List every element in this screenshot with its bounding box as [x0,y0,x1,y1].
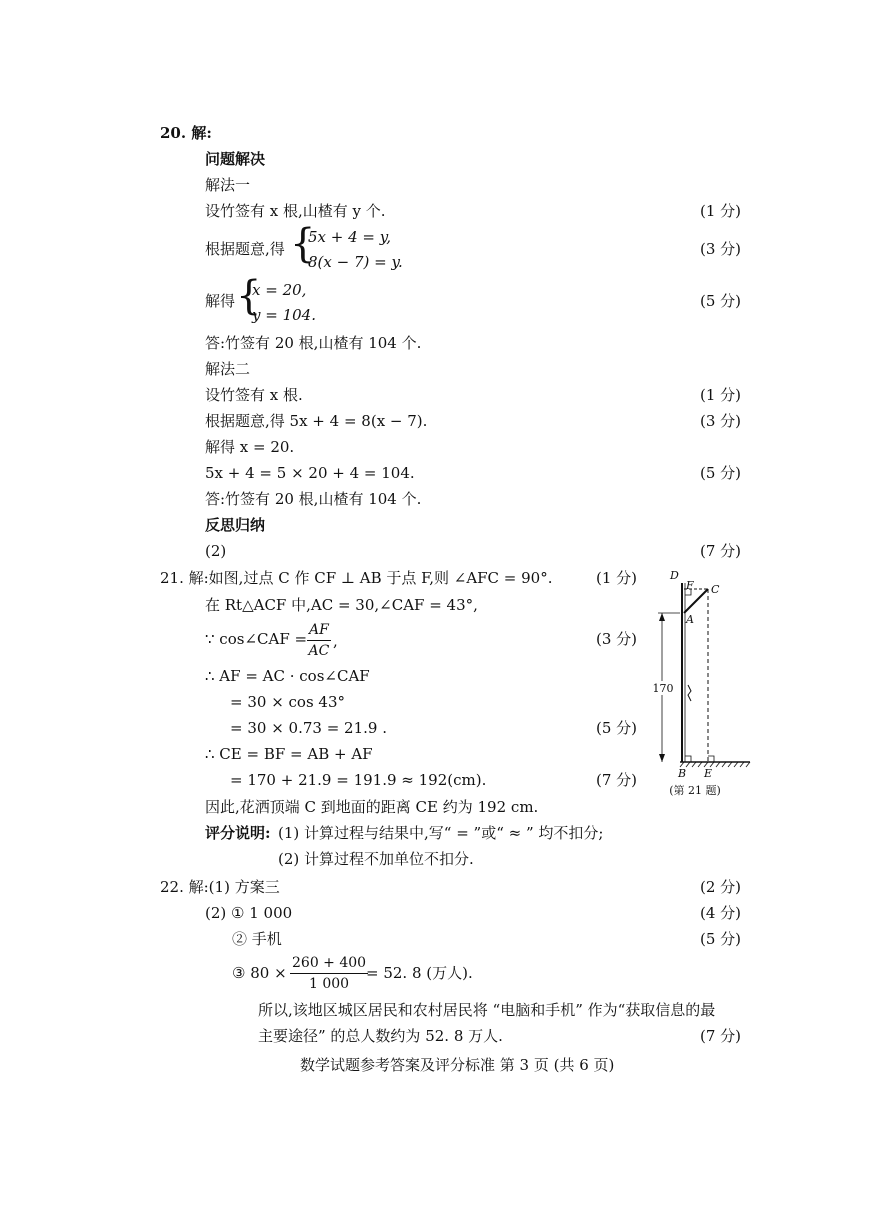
q22-line2: (2) ① 1 000 [205,904,293,922]
label-a: A [686,613,694,626]
q21-line3-points: (3 分) [596,630,638,648]
q22-line3: ② 手机 [232,930,282,948]
q20-section-problem-solving: 问题解决 [205,150,266,168]
label-f: F [686,579,694,592]
dimension-arrow-top [659,613,665,621]
q21-line8: = 170 + 21.9 = 191.9 ≈ 192(cm). [230,771,487,789]
q21-line4: ∴ AF = AC · cos∠CAF [205,667,370,685]
q20-m1-line1-points: (1 分) [700,202,742,220]
q21-line6-points: (5 分) [596,719,638,737]
q21-fraction-numerator: AF [307,622,331,641]
q20-m1-line3-prefix: 解得 [205,292,236,310]
q20-m1-eq-b: 8(x − 7) = y. [308,253,403,271]
q20-item2: (2) [205,542,227,560]
figure-caption: (第 21 题) [669,784,721,797]
q20-method2-title: 解法二 [205,360,251,378]
q22-fraction-denominator: 1 000 [308,976,350,992]
q20-m2-line1-points: (1 分) [700,386,742,404]
q22-line4-prefix: ③ 80 × [232,964,287,982]
q22-line4-suffix: = 52. 8 (万人). [366,964,473,982]
q20-m1-line1: 设竹签有 x 根,山楂有 y 个. [205,202,386,220]
q20-m1-line2-prefix: 根据题意,得 [205,240,285,258]
label-b: B [678,767,687,780]
q21-line8-points: (7 分) [596,771,638,789]
dimension-label: 170 [652,682,674,695]
q21-line7: ∴ CE = BF = AB + AF [205,745,373,763]
right-angle-b [685,756,691,762]
q20-m1-answer: 答:竹签有 20 根,山楂有 104 个. [205,334,422,352]
q20-m1-line2-points: (3 分) [700,240,742,258]
hose [688,685,691,701]
q21-line2: 在 Rt△ACF 中,AC = 30,∠CAF = 43°, [205,596,478,614]
q20-m2-answer: 答:竹签有 20 根,山楂有 104 个. [205,490,422,508]
q20-item2-points: (7 分) [700,542,742,560]
q22-line1: 22. 解:(1) 方案三 [160,878,280,896]
q21-note-label: 评分说明: [205,824,271,842]
q21-note1: (1) 计算过程与结果中,写“ = ”或“ ≈ ” 均不扣分; [278,824,604,842]
q22-line6: 主要途径” 的总人数约为 52. 8 万人. [258,1027,503,1045]
q21-line1: 21. 解:如图,过点 C 作 CF ⊥ AB 于点 F,则 ∠AFC = 90°. [160,569,553,587]
right-angle-e [708,756,714,762]
q20-m1-sol-brace: { [236,273,262,319]
q20-m2-line2-points: (3 分) [700,412,742,430]
q21-figure [650,565,760,805]
q20-m1-brace: { [290,221,316,267]
page-footer: 数学试题参考答案及评分标准 第 3 页 (共 6 页) [300,1056,615,1074]
q20-m2-line4: 5x + 4 = 5 × 20 + 4 = 104. [205,464,415,482]
q22-line5: 所以,该地区城区居民和农村居民将 “电脑和手机” 作为“获取信息的最 [258,1001,716,1019]
q21-line6: = 30 × 0.73 = 21.9 . [230,719,387,737]
arm-ac [684,589,708,613]
q21-line9: 因此,花洒顶端 C 到地面的距离 CE 约为 192 cm. [205,798,539,816]
q21-fraction [307,622,331,659]
q20-m2-line3: 解得 x = 20. [205,438,295,456]
q20-heading: 20. 解: [160,124,212,142]
label-e: E [704,767,713,780]
q21-note2: (2) 计算过程不加单位不扣分. [278,850,474,868]
label-c: C [711,583,720,596]
q20-m1-line3-points: (5 分) [700,292,742,310]
q20-method1-title: 解法一 [205,176,251,194]
q20-m2-line1: 设竹签有 x 根. [205,386,303,404]
q20-m1-sol-a: x = 20, [252,281,307,299]
q21-line5: = 30 × cos 43° [230,693,346,711]
q22-line1-points: (2 分) [700,878,742,896]
q21-fraction-denominator: AC [308,643,330,659]
q22-line3-points: (5 分) [700,930,742,948]
q22-line6-points: (7 分) [700,1027,742,1045]
label-d: D [670,569,679,582]
q20-m2-line2: 根据题意,得 5x + 4 = 8(x − 7). [205,412,428,430]
q21-line1-points: (1 分) [596,569,638,587]
q22-fraction-numerator: 260 + 400 [290,955,368,974]
q20-m1-eq-a: 5x + 4 = y, [308,228,392,246]
q20-section-reflection: 反思归纳 [205,516,266,534]
q21-line3-prefix: ∵ cos∠CAF = [205,630,308,648]
dimension-arrow-bottom [659,754,665,762]
q22-line2-points: (4 分) [700,904,742,922]
q20-m2-line4-points: (5 分) [700,464,742,482]
q21-line3-suffix: , [333,632,338,650]
q20-m1-sol-b: y = 104. [252,306,316,324]
q22-fraction [290,955,368,992]
